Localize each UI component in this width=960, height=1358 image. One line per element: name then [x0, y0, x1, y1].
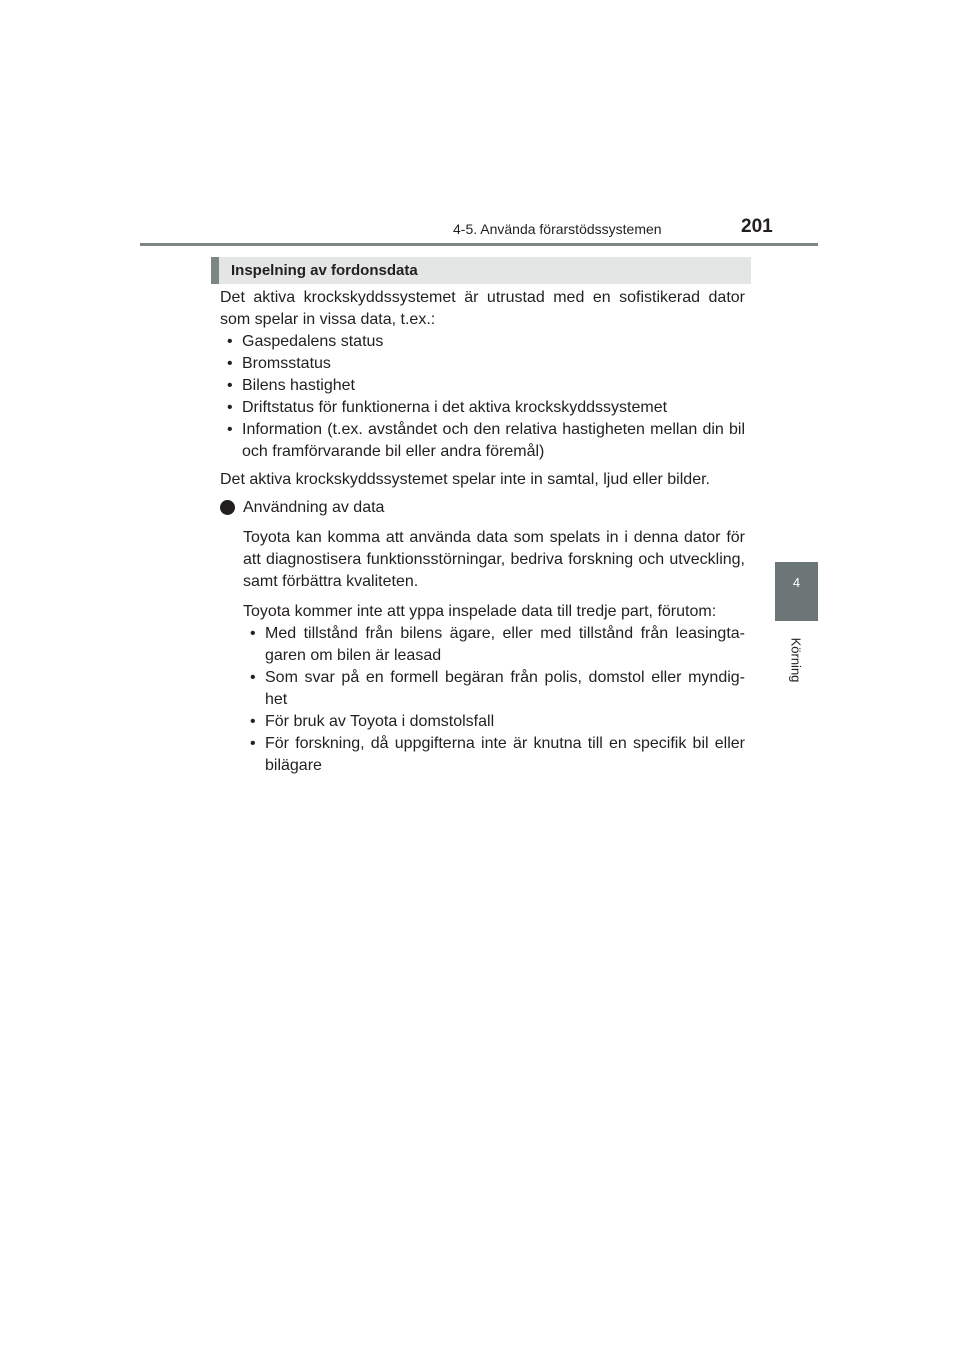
list-item: • Som svar på en formell begäran från polis, domstol eller myndig-het [250, 669, 745, 708]
bullet-icon: • [227, 355, 233, 372]
bullet-icon: • [250, 669, 256, 686]
page-number: 201 [741, 216, 773, 237]
section-heading-bar [211, 257, 751, 284]
usage-paragraph-1: Toyota kan komma att använda data som spelats in i denna dator för att diagnostisera funktionsstörningar, bedriva forskning och utveckling, samt förbättra kvaliteten. [243, 529, 745, 590]
chapter-tab [775, 562, 818, 621]
usage-subheading: Användning av data [220, 497, 745, 519]
not-recorded-paragraph: Det aktiva krockskyddssystemet spelar inte in samtal, ljud eller bilder. [220, 471, 710, 488]
usage-paragraph-2: Toyota kommer inte att yppa inspelade data till tredje part, förutom: [243, 603, 717, 620]
list-item: • Med tillstånd från bilens ägare, eller med tillstånd från leasingta-garen om bilen är leasad [250, 625, 745, 664]
recorded-items-list [220, 331, 745, 463]
list-item: • Gaspedalens status [220, 331, 745, 353]
header-divider [140, 243, 818, 246]
bullet-icon: • [250, 735, 256, 752]
exceptions-list [243, 623, 745, 777]
bullet-icon: • [227, 421, 233, 438]
list-item: • Information (t.ex. avståndet och den relativa hastigheten mellan din bil och framförvarande bil eller andra föremål) [227, 421, 745, 460]
intro-paragraph: Det aktiva krockskyddssystemet är utrustad med en sofistikerad dator som spelar in vissa data, t.ex.: [220, 289, 745, 328]
bullet-icon: • [227, 333, 233, 350]
chapter-label: Körning [788, 637, 804, 683]
usage-body [243, 527, 745, 777]
section-body [220, 287, 745, 777]
chapter-number: 4 [792, 575, 801, 590]
list-item: • Driftstatus för funktionerna i det aktiva krockskyddssystemet [220, 397, 745, 419]
list-item: • För bruk av Toyota i domstolsfall [243, 711, 745, 733]
bullet-icon: • [250, 625, 256, 642]
list-item: • Bromsstatus [220, 353, 745, 375]
bullet-icon: • [250, 713, 256, 730]
bullet-icon: • [227, 399, 233, 416]
section-heading: Inspelning av fordonsdata [231, 262, 418, 279]
list-item: • Bilens hastighet [220, 375, 745, 397]
list-item: • För forskning, då uppgifterna inte är knutna till en specifik bil eller bilägare [250, 735, 745, 774]
header-section-title: 4-5. Använda förarstödssystemen [453, 221, 662, 237]
filled-circle-icon [220, 500, 235, 515]
bullet-icon: • [227, 377, 233, 394]
